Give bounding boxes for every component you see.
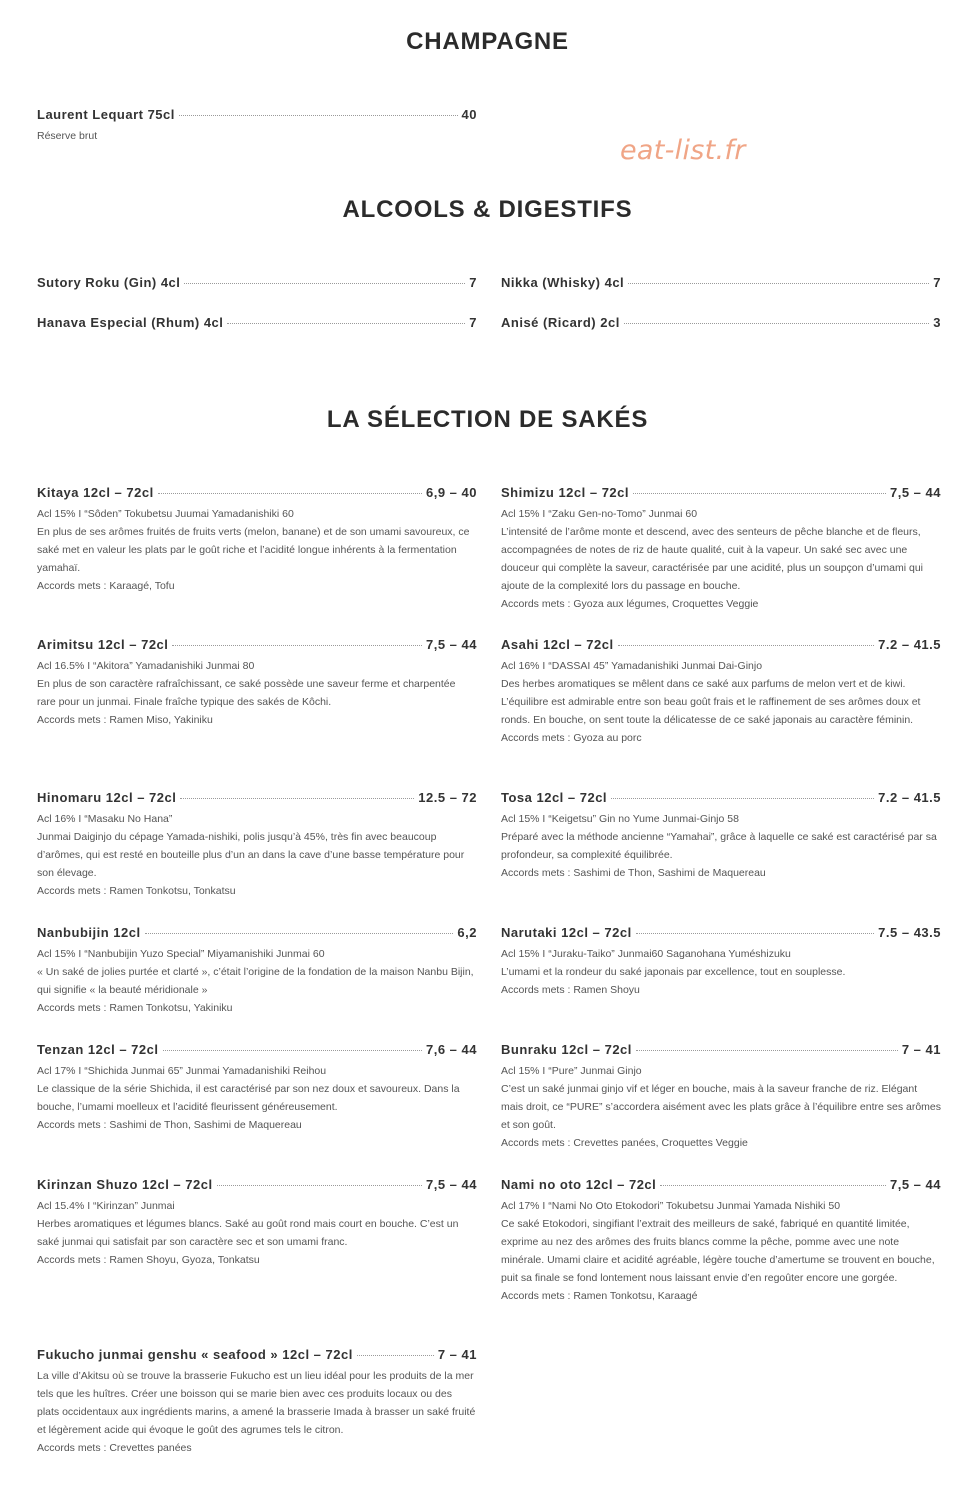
menu-item xyxy=(37,790,477,900)
item-name: Laurent Lequart 75cl xyxy=(37,107,175,122)
description-line: Herbes aromatiques et légumes blancs. Saké au goût rond mais court en bouche. C’est un saké junmai qui satisfait par son caractère sec et son umami franc. xyxy=(37,1218,459,1248)
description-line: Des herbes aromatiques se mêlent dans ce saké aux parfums de melon vert et de kiwi. L’équilibre est admirable entre son beau goût frais et le raffinement de ses arômes doux et ronds. En bouche, on sent toute la délicatesse de ce saké japonais au caractère féminin. xyxy=(501,678,921,726)
item-description xyxy=(37,1062,477,1134)
item-name: Sutory Roku (Gin) 4cl xyxy=(37,275,181,290)
description-line: Acl 15% I “Keigetsu” Gin no Yume Junmai-Ginjo 58 xyxy=(501,813,739,825)
item-name: Nanbubijin 12cl xyxy=(37,925,141,940)
description-line: Accords mets : Crevettes panées, Croquettes Veggie xyxy=(501,1137,748,1149)
item-header xyxy=(501,315,941,330)
description-line: Acl 16% I “Masaku No Hana” xyxy=(37,813,173,825)
item-description xyxy=(37,127,477,145)
item-name: Nami no oto 12cl – 72cl xyxy=(501,1177,657,1192)
description-line: Acl 15% I “Sôden” Tokubetsu Juumai Yamadanishiki 60 xyxy=(37,508,294,520)
dotted-leader xyxy=(172,645,422,646)
description-line: L’umami et la rondeur du saké japonais par excellence, tout en souplesse. xyxy=(501,966,846,978)
description-line: Acl 15% I “Pure” Junmai Ginjo xyxy=(501,1065,642,1077)
dotted-leader xyxy=(145,933,454,934)
menu-item xyxy=(37,315,477,330)
item-description xyxy=(501,945,941,999)
description-line: Réserve brut xyxy=(37,130,98,142)
item-name: Kitaya 12cl – 72cl xyxy=(37,485,154,500)
item-header xyxy=(37,1042,477,1057)
dotted-leader xyxy=(227,323,465,324)
description-line: Accords mets : Ramen Tonkotsu, Tonkatsu xyxy=(37,885,236,897)
menu-item xyxy=(37,1177,477,1269)
item-description xyxy=(501,810,941,882)
item-price: 6,9 – 40 xyxy=(426,485,477,500)
description-line: Accords mets : Gyoza au porc xyxy=(501,732,642,744)
item-name: Tenzan 12cl – 72cl xyxy=(37,1042,159,1057)
description-line: Accords mets : Ramen Tonkotsu, Karaagé xyxy=(501,1290,698,1302)
alcools-title: ALCOOLS & DIGESTIFS xyxy=(342,196,633,223)
item-price: 40 xyxy=(461,107,477,122)
menu-item xyxy=(501,315,941,330)
item-name: Asahi 12cl – 72cl xyxy=(501,637,614,652)
item-description xyxy=(37,810,477,900)
dotted-leader xyxy=(618,645,875,646)
item-name: Kirinzan Shuzo 12cl – 72cl xyxy=(37,1177,213,1192)
description-line: La ville d’Akitsu où se trouve la brasserie Fukucho est un lieu idéal pour les produits de la mer tels que les huîtres. Créer une boisson qui se marie bien avec ces produits locaux ou des plats occidentaux aux ingrédients marins, a amené la brasserie Imada à brasser un saké fruité et légèrement acide qui évoque le goût des agrumes tels le citron. xyxy=(37,1370,476,1436)
champagne-title: CHAMPAGNE xyxy=(406,28,569,55)
item-header xyxy=(37,485,477,500)
item-name: Hanava Especial (Rhum) 4cl xyxy=(37,315,224,330)
description-line: Accords mets : Ramen Miso, Yakiniku xyxy=(37,714,213,726)
item-header xyxy=(37,275,477,290)
menu-item xyxy=(37,485,477,595)
menu-item xyxy=(37,1042,477,1134)
item-price: 7.2 – 41.5 xyxy=(878,637,941,652)
description-line: Accords mets : Gyoza aux légumes, Croquettes Veggie xyxy=(501,598,759,610)
description-line: Acl 17% I “Nami No Oto Etokodori” Tokubetsu Junmai Yamada Nishiki 50 xyxy=(501,1200,841,1212)
description-line: Acl 16.5% I “Akitora” Yamadanishiki Junmai 80 xyxy=(37,660,255,672)
item-price: 3 xyxy=(933,315,941,330)
description-line: Acl 15.4% I “Kirinzan” Junmai xyxy=(37,1200,175,1212)
item-header xyxy=(37,1347,477,1362)
item-header xyxy=(37,637,477,652)
item-name: Arimitsu 12cl – 72cl xyxy=(37,637,169,652)
dotted-leader xyxy=(624,323,929,324)
item-description xyxy=(37,657,477,729)
item-header xyxy=(501,790,941,805)
item-name: Fukucho junmai genshu « seafood » 12cl – 72cl xyxy=(37,1347,353,1362)
item-name: Tosa 12cl – 72cl xyxy=(501,790,608,805)
description-line: Acl 16% I “DASSAI 45” Yamadanishiki Junmai Dai-Ginjo xyxy=(501,660,763,672)
menu-item xyxy=(37,1347,477,1457)
description-line: C’est un saké junmai ginjo vif et léger en bouche, mais à la saveur franche de riz. Elégant mais droit, ce “PURE” s’accordera aisément avec les plats grâce à l’équilibre entre ses arômes et son goût. xyxy=(501,1083,942,1131)
dotted-leader xyxy=(158,493,422,494)
item-description xyxy=(501,505,941,613)
item-name: Narutaki 12cl – 72cl xyxy=(501,925,632,940)
item-header xyxy=(501,925,941,940)
description-line: En plus de ses arômes fruités de fruits verts (melon, banane) et de son umami savoureux, ce saké met en valeur les plats par le goût riche et l’acidité longue inhérents à la fermentation yamahaï. xyxy=(37,526,470,574)
menu-item xyxy=(501,275,941,290)
item-description xyxy=(37,1197,477,1269)
description-line: Acl 17% I “Shichida Junmai 65” Junmai Yamadanishiki Reihou xyxy=(37,1065,327,1077)
item-header xyxy=(37,107,477,122)
description-line: Acl 15% I “Juraku-Taiko” Junmai60 Saganohana Yuméshizuku xyxy=(501,948,791,960)
dotted-leader xyxy=(217,1185,422,1186)
item-name: Anisé (Ricard) 2cl xyxy=(501,315,620,330)
item-header xyxy=(501,485,941,500)
item-price: 12.5 – 72 xyxy=(418,790,477,805)
description-line: Préparé avec la méthode ancienne “Yamahai”, grâce à laquelle ce saké est caractérisé par sa profondeur, sa complexité équilibrée. xyxy=(501,831,937,861)
description-line: Accords mets : Crevettes panées xyxy=(37,1442,192,1454)
item-price: 7 xyxy=(469,275,477,290)
description-line: Acl 15% I “Zaku Gen-no-Tomo” Junmai 60 xyxy=(501,508,698,520)
item-price: 7 – 41 xyxy=(901,1042,941,1057)
item-description xyxy=(37,945,477,1017)
item-description xyxy=(501,657,941,747)
dotted-leader xyxy=(179,115,458,116)
menu-item xyxy=(501,790,941,882)
watermark: eat-list.fr xyxy=(620,135,746,166)
dotted-leader xyxy=(628,283,929,284)
menu-item xyxy=(37,275,477,290)
description-line: Accords mets : Sashimi de Thon, Sashimi de Maquereau xyxy=(37,1119,302,1131)
description-line: En plus de son caractère rafraîchissant, ce saké possède une saveur ferme et charpentée rare pour un junmai. Finale fraîche typique des sakés de Kôchi. xyxy=(37,678,456,708)
description-line: Accords mets : Karaagé, Tofu xyxy=(37,580,175,592)
item-header xyxy=(501,275,941,290)
item-name: Shimizu 12cl – 72cl xyxy=(501,485,630,500)
dotted-leader xyxy=(636,933,874,934)
item-price: 7 – 41 xyxy=(437,1347,477,1362)
item-header xyxy=(501,637,941,652)
description-line: Accords mets : Ramen Shoyu xyxy=(501,984,640,996)
item-price: 7,5 – 44 xyxy=(890,1177,941,1192)
description-line: Accords mets : Sashimi de Thon, Sashimi de Maquereau xyxy=(501,867,766,879)
item-header xyxy=(37,925,477,940)
item-name: Nikka (Whisky) 4cl xyxy=(501,275,625,290)
description-line: L’intensité de l’arôme monte et descend, avec des senteurs de pêche blanche et de fleurs, accompagnées de notes de riz de haute qualité, cuit à la vapeur. Un saké sec avec une douceur qui complète la saveur, caractérisée par une acidité, plus un soupçon d’umami qui ajoute de la complexité lors du passage en bouche. xyxy=(501,526,923,592)
item-name: Hinomaru 12cl – 72cl xyxy=(37,790,177,805)
menu-item xyxy=(501,1042,941,1152)
dotted-leader xyxy=(163,1050,423,1051)
description-line: Acl 15% I “Nanbubijin Yuzo Special” Miyamanishiki Junmai 60 xyxy=(37,948,325,960)
sakes-title: LA SÉLECTION DE SAKÉS xyxy=(326,406,649,433)
item-price: 7,6 – 44 xyxy=(426,1042,477,1057)
description-line: Accords mets : Ramen Tonkotsu, Yakiniku xyxy=(37,1002,233,1014)
item-price: 7 xyxy=(469,315,477,330)
item-price: 7.5 – 43.5 xyxy=(878,925,941,940)
item-price: 7,5 – 44 xyxy=(890,485,941,500)
dotted-leader xyxy=(184,283,465,284)
description-line: Ce saké Etokodori, singifiant l’extrait des meilleurs de saké, fabriqué en quantité limitée, exprime au nez des arômes des fruits blancs comme la pêche, pomme avec une note minérale. Umami claire et acidité agréable, légère touche d’amertume se trouvent en bouche, puit sa finale se fond lontement nous laissant envie d’en regoûter encore une gorgée. xyxy=(501,1218,935,1284)
item-price: 7 xyxy=(933,275,941,290)
item-description xyxy=(501,1062,941,1152)
menu-item xyxy=(37,925,477,1017)
dotted-leader xyxy=(660,1185,886,1186)
description-line: « Un saké de jolies purtée et clarté », c’était l’origine de la fondation de la maison Nanbu Bijin, qui signifie « la beauté méridionale » xyxy=(37,966,474,996)
item-name: Bunraku 12cl – 72cl xyxy=(501,1042,632,1057)
menu-item xyxy=(501,925,941,999)
description-line: Le classique de la série Shichida, il est caractérisé par son nez doux et savoureux. Dans la bouche, l’umami moelleux et l’acidité fleurissent généreusement. xyxy=(37,1083,460,1113)
item-price: 6,2 xyxy=(457,925,477,940)
menu-item xyxy=(37,637,477,729)
dotted-leader xyxy=(357,1355,434,1356)
dotted-leader xyxy=(180,798,414,799)
menu-item xyxy=(37,107,477,145)
description-line: Junmai Daiginjo du cépage Yamada-nishiki, polis jusqu’à 45%, très fin avec beaucoup d’arômes, qui est resté en bouteille plus d’un an dans la cave d’une basse température pour son élevage. xyxy=(37,831,465,879)
item-price: 7,5 – 44 xyxy=(426,637,477,652)
item-header xyxy=(37,790,477,805)
dotted-leader xyxy=(633,493,886,494)
dotted-leader xyxy=(611,798,874,799)
item-description xyxy=(37,505,477,595)
item-description xyxy=(37,1367,477,1457)
item-header xyxy=(501,1177,941,1192)
item-header xyxy=(501,1042,941,1057)
dotted-leader xyxy=(636,1050,898,1051)
menu-item xyxy=(501,1177,941,1305)
description-line: Accords mets : Ramen Shoyu, Gyoza, Tonkatsu xyxy=(37,1254,260,1266)
menu-item xyxy=(501,637,941,747)
item-header xyxy=(37,1177,477,1192)
item-price: 7,5 – 44 xyxy=(426,1177,477,1192)
item-description xyxy=(501,1197,941,1305)
item-header xyxy=(37,315,477,330)
menu-item xyxy=(501,485,941,613)
item-price: 7.2 – 41.5 xyxy=(878,790,941,805)
